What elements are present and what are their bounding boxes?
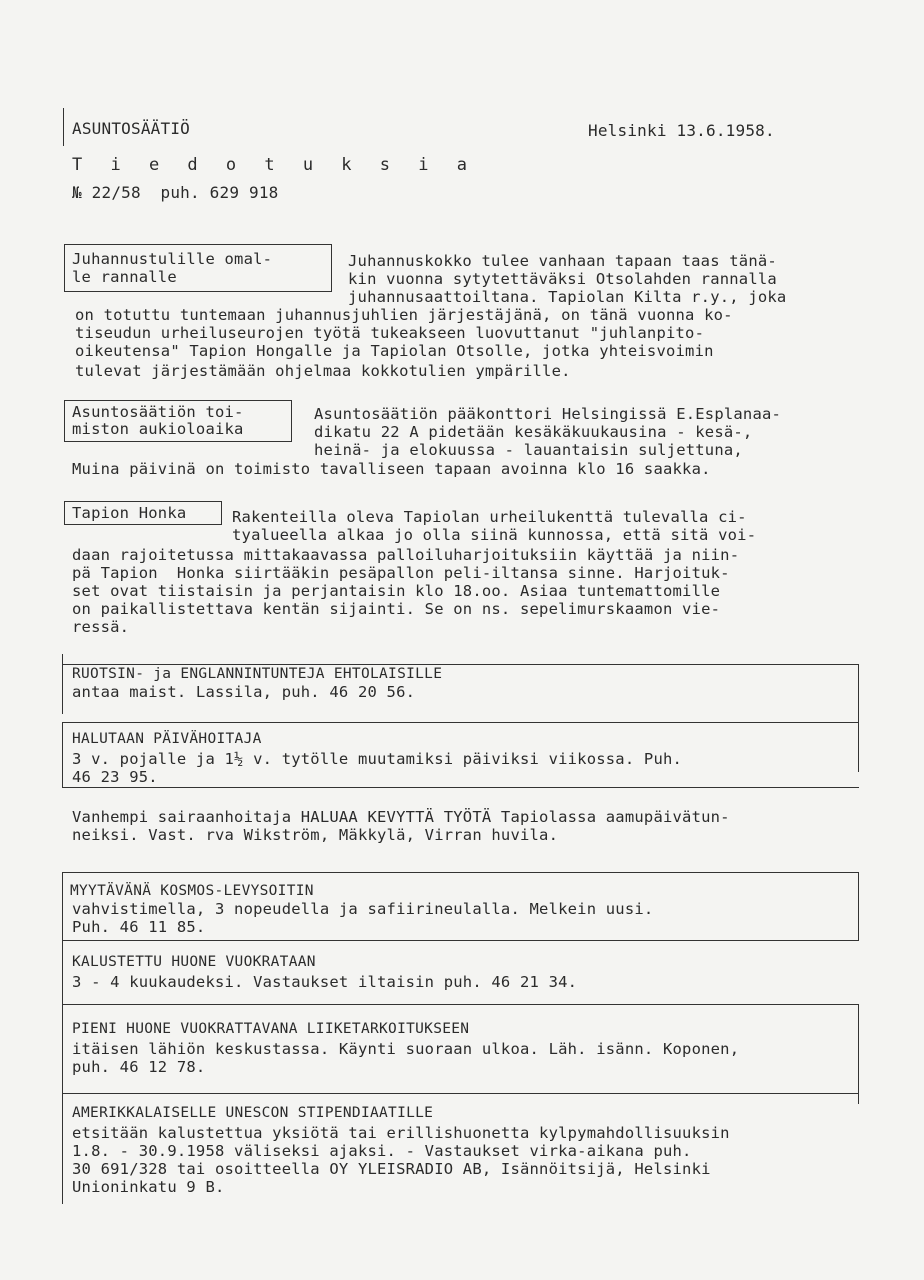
paragraph-line: on paikallistettava kentän sijainti. Se on ns. sepelimurskaamon vie- <box>72 600 721 618</box>
paragraph-line: pä Tapion Honka siirtääkin pesäpallon peli-iltansa sinne. Harjoituk- <box>72 564 730 582</box>
ad-line: Puh. 46 11 85. <box>72 918 206 936</box>
paragraph-line: Rakenteilla oleva Tapiolan urheilukenttä tulevalla ci- <box>232 508 747 526</box>
paragraph-line: tiseudun urheiluseurojen työtä tukeakseen luovuttanut "juhlanpito- <box>75 324 705 342</box>
paragraph-line: tulevat järjestämään ohjelmaa kokkotulien ympärille. <box>75 362 571 380</box>
ad-frame-line <box>62 872 63 1204</box>
paragraph-line: daan rajoitetussa mittakaavassa palloiluharjoituksiin käyttää ja niin- <box>72 546 740 564</box>
ad-heading: KALUSTETTU HUONE VUOKRATAAN <box>72 954 316 970</box>
ad-heading: MYYTÄVÄNÄ KOSMOS-LEVYSOITIN <box>70 883 314 899</box>
paragraph-line: juhannusaattoiltana. Tapiolan Kilta r.y., joka <box>348 288 787 306</box>
ad-line: 3 v. pojalle ja 1½ v. tytölle muutamiksi päiviksi viikossa. Puh. <box>72 750 683 768</box>
ad-frame-line <box>62 940 859 941</box>
ad-heading: RUOTSIN- ja ENGLANNINTUNTEJA EHTOLAISILLE <box>72 666 443 682</box>
ad-line: Unioninkatu 9 B. <box>72 1178 225 1196</box>
ad-heading: AMERIKKALAISELLE UNESCON STIPENDIAATILLE <box>72 1105 434 1121</box>
ad-frame-line <box>858 1004 859 1104</box>
ad-heading: PIENI HUONE VUOKRATTAVANA LIIKETARKOITUKSEEN <box>72 1021 470 1037</box>
org-name: ASUNTOSÄÄTIÖ <box>72 119 190 138</box>
margin-mark <box>63 108 64 146</box>
ad-frame-line <box>858 872 859 940</box>
section-label: Tapion Honka <box>72 504 187 522</box>
document-date: Helsinki 13.6.1958. <box>588 121 775 140</box>
ad-frame-line <box>62 787 859 788</box>
paragraph-line: kin vuonna sytytettäväksi Otsolahden rannalla <box>348 270 777 288</box>
ad-line: Vanhempi sairaanhoitaja HALUAA KEVYTTÄ TYÖTÄ Tapiolassa aamupäivätun- <box>72 808 730 826</box>
paragraph-line: Asuntosäätiön pääkonttori Helsingissä E.Esplanaa- <box>314 405 782 423</box>
ad-line: puh. 46 12 78. <box>72 1058 206 1076</box>
paragraph-line: heinä- ja elokuussa - lauantaisin suljettuna, <box>314 441 743 459</box>
section-label-line: le rannalle <box>72 268 177 286</box>
ad-frame-line <box>62 1093 859 1094</box>
paragraph-line: tyalueella alkaa jo olla siinä kunnossa, että sitä voi- <box>232 526 757 544</box>
ad-line: 46 23 95. <box>72 768 158 786</box>
reference-number: № 22/58 puh. 629 918 <box>72 183 279 202</box>
paragraph-line: dikatu 22 A pidetään kesäkäkuukausina - kesä-, <box>314 423 753 441</box>
paragraph-line: ressä. <box>72 618 130 636</box>
document-title: T i e d o t u k s i a <box>72 155 476 175</box>
ad-line: 3 - 4 kuukaudeksi. Vastaukset iltaisin puh. 46 21 34. <box>72 973 578 991</box>
ad-frame-line <box>62 654 63 714</box>
section-label-line: Asuntosäätiön toi- <box>72 403 244 421</box>
ad-line: neiksi. Vast. rva Wikström, Mäkkylä, Virran huvila. <box>72 826 559 844</box>
paragraph-line: oikeutensa" Tapion Hongalle ja Tapiolan Otsolle, jotka yhteisvoimin <box>75 342 714 360</box>
ad-frame-line <box>62 722 859 723</box>
ad-line: antaa maist. Lassila, puh. 46 20 56. <box>72 683 416 701</box>
section-label-line: Juhannustulille omal- <box>72 250 273 268</box>
section-label-line: miston aukioloaika <box>72 420 244 438</box>
paragraph-line: on totuttu tuntemaan juhannusjuhlien järjestäjänä, on tänä vuonna ko- <box>75 306 733 324</box>
ad-frame-line <box>62 872 859 873</box>
paragraph-line: Muina päivinä on toimisto tavalliseen tapaan avoinna klo 16 saakka. <box>72 460 711 478</box>
ad-heading: HALUTAAN PÄIVÄHOITAJA <box>72 731 262 747</box>
ad-line: 30 691/328 tai osoitteella OY YLEISRADIO AB, Isännöitsijä, Helsinki <box>72 1160 711 1178</box>
ad-line: itäisen lähiön keskustassa. Käynti suoraan ulkoa. Läh. isänn. Koponen, <box>72 1040 740 1058</box>
paragraph-line: set ovat tiistaisin ja perjantaisin klo 18.oo. Asiaa tuntemattomille <box>72 582 721 600</box>
paragraph-line: Juhannuskokko tulee vanhaan tapaan taas tänä- <box>348 252 777 270</box>
ad-line: vahvistimella, 3 nopeudella ja safiirineulalla. Melkein uusi. <box>72 900 654 918</box>
ad-frame-line <box>62 1004 859 1005</box>
ad-line: etsitään kalustettua yksiötä tai erillishuonetta kylpymahdollisuuksin <box>72 1124 730 1142</box>
ad-frame-line <box>858 664 859 772</box>
ad-frame-line <box>62 722 63 788</box>
ad-line: 1.8. - 30.9.1958 väliseksi ajaksi. - Vastaukset virka-aikana puh. <box>72 1142 692 1160</box>
